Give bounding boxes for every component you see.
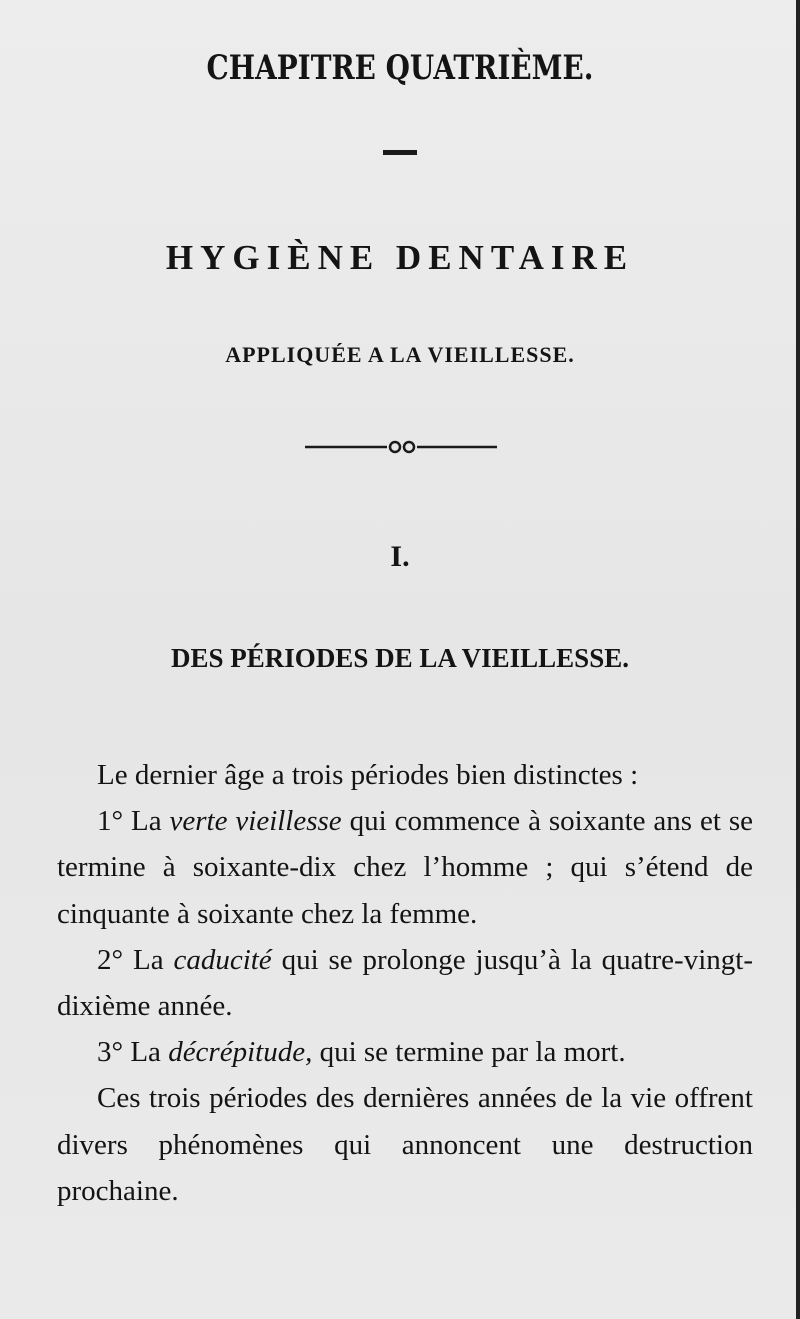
ornament-divider-icon	[305, 436, 497, 458]
subtitle: APPLIQUÉE A LA VIEILLESSE.	[225, 342, 575, 367]
body-text	[57, 752, 753, 1214]
paragraph-period-2	[57, 937, 753, 1029]
main-title: HYGIÈNE DENTAIRE	[165, 238, 635, 277]
section-number: I.	[390, 540, 410, 573]
paragraph-conclusion: Ces trois périodes des dernières années de la vie offrent divers phénomènes qui annoncent une destruction prochaine.	[57, 1082, 753, 1207]
period-2-text: qui se prolonge jusqu’à la quatre-vingt-dixième année.	[57, 943, 753, 1023]
period-1-term: verte vieillesse	[169, 805, 342, 838]
period-1-prefix: 1° La	[97, 805, 170, 838]
period-2-prefix: 2° La	[97, 943, 174, 976]
heading-dash-rule	[383, 150, 417, 155]
paragraph-intro: Le dernier âge a trois périodes bien distinctes :	[97, 759, 639, 791]
paragraph-period-3	[57, 1029, 753, 1075]
section-title: DES PÉRIODES DE LA VIEILLESSE.	[171, 643, 629, 673]
period-3-prefix: 3° La	[97, 1036, 169, 1069]
paragraph-period-1	[57, 798, 753, 937]
period-3-term: décrépitude,	[168, 1036, 313, 1069]
period-2-term: caducité	[173, 943, 272, 976]
chapter-heading: CHAPITRE QUATRIÈME.	[206, 48, 594, 88]
period-1-text: qui commence à soixante ans et se termine à soixante-dix chez l’homme ; qui s’étend de cinquante à soixante chez la femme.	[57, 805, 754, 930]
period-3-text: qui se termine par la mort.	[312, 1036, 626, 1069]
